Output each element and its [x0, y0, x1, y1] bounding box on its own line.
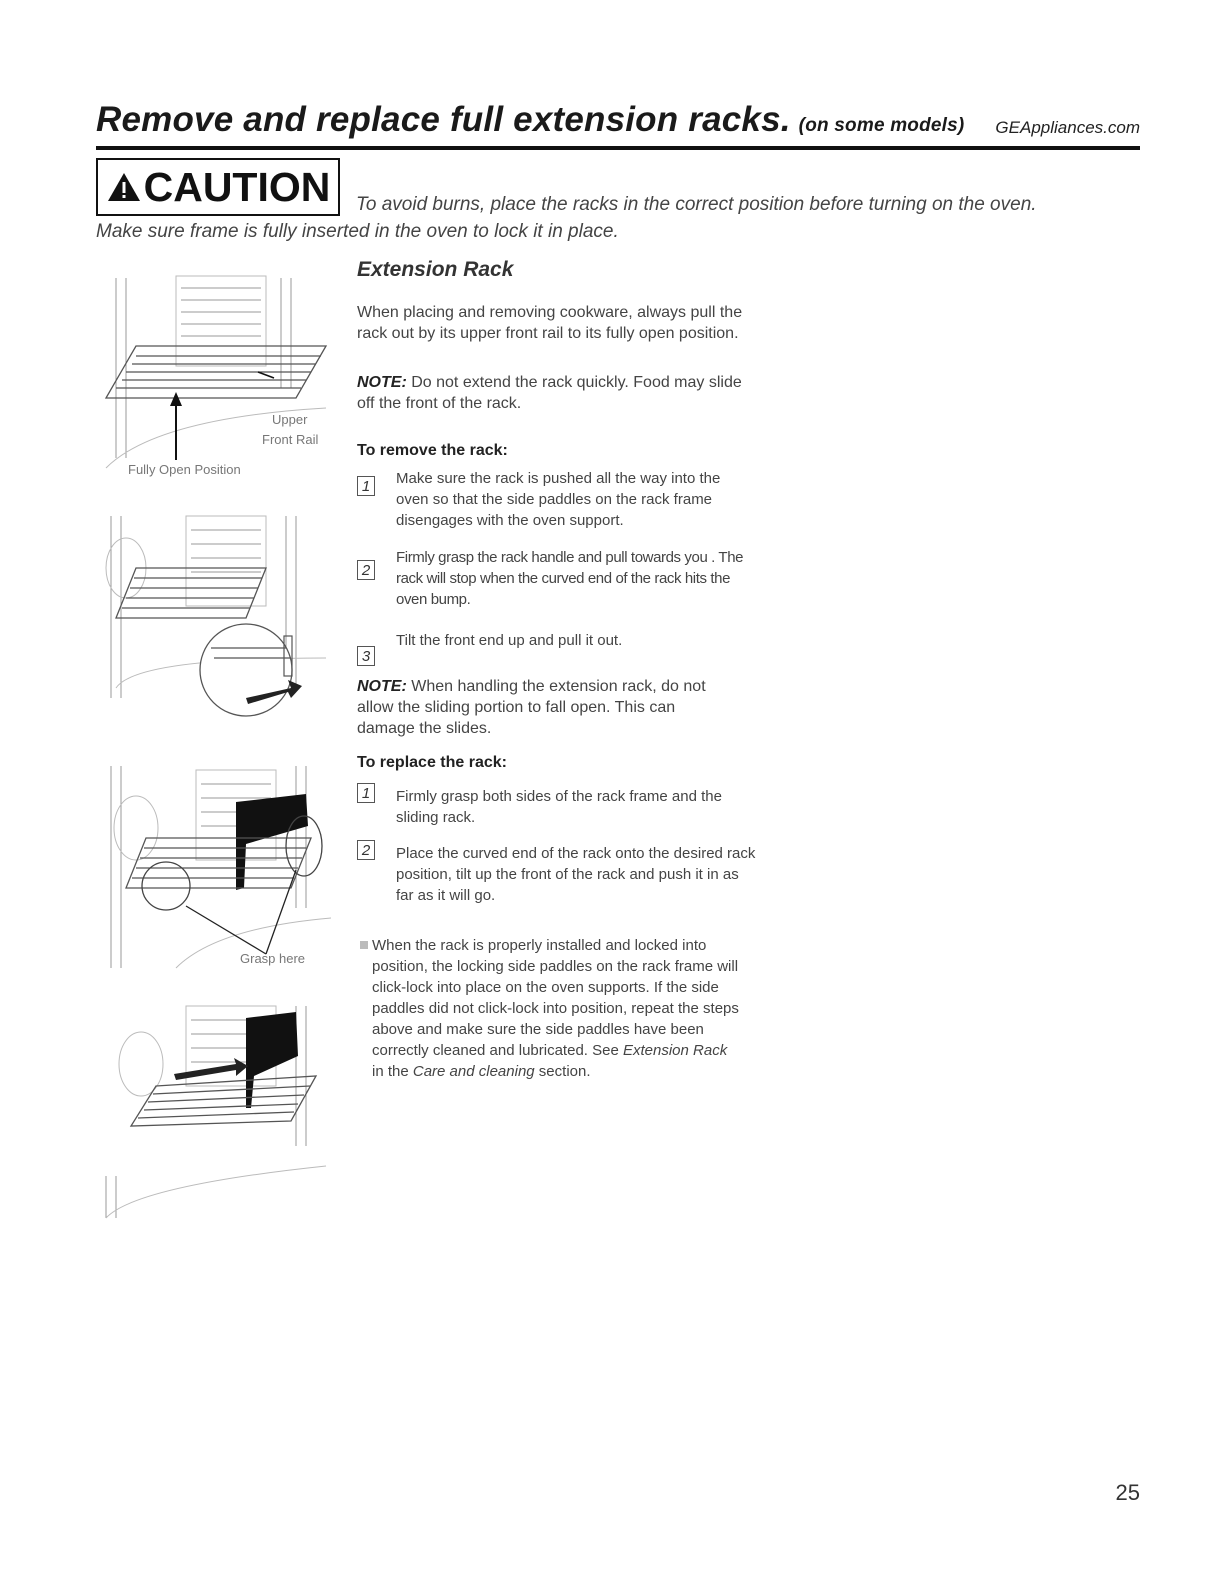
title-subtitle: (on some models)	[798, 115, 965, 136]
caution-text-1: To avoid burns, place the racks in the correct position before turning on the oven.	[356, 194, 1037, 215]
figure-1-label-upper: Upper	[272, 412, 308, 427]
remove-step-1-text: Make sure the rack is pushed all the way into the oven so that the side paddles on the rack frame disengages with the oven support.	[396, 470, 721, 529]
replace-heading: To replace the rack:	[357, 754, 507, 771]
figure-grasp-here	[96, 758, 336, 978]
replace-step-1-text: Firmly grasp both sides of the rack frame and the sliding rack.	[396, 788, 722, 826]
warning-icon	[106, 171, 142, 203]
page-title	[96, 100, 964, 140]
remove-heading: To remove the rack:	[357, 442, 508, 459]
figure-1-label-fully-open: Fully Open Position	[128, 462, 241, 477]
remove-step-3-text: Tilt the front end up and pull it out.	[396, 632, 623, 649]
figure-1-label-front-rail: Front Rail	[262, 432, 319, 447]
bullet-link-care-cleaning: Care and cleaning	[412, 1063, 535, 1080]
bullet-text-1: When the rack is properly installed and locked into position, the locking side paddles on the rack frame will click-lock into place on the oven supports. If the side paddles did not click-lock into position, repeat the steps above and make sure the side paddles have been correctly cleaned and lubricated. See	[372, 937, 739, 1059]
note-2-text: When handling the extension rack, do not allow the sliding portion to fall open. This can damage the slides.	[357, 678, 706, 737]
caution-badge	[96, 158, 340, 216]
intro-paragraph: When placing and removing cookware, always pull the rack out by its upper front rail to its fully open position.	[357, 304, 743, 342]
figure-pull-out	[96, 508, 336, 720]
bullet-marker	[360, 941, 368, 949]
figure-3-label-grasp: Grasp here	[240, 951, 306, 966]
replace-step-2-text: Place the curved end of the rack onto the desired rack position, tilt up the front of the rack and push it in as far as it will go.	[396, 845, 756, 904]
site-url: GEAppliances.com	[995, 118, 1140, 137]
remove-step-1-number: 1	[357, 476, 375, 496]
title-text: Remove and replace full extension racks.	[96, 100, 791, 139]
locking-bullet	[372, 935, 742, 1082]
note-2	[357, 676, 727, 739]
note-1-label: NOTE:	[357, 374, 407, 391]
page-number: 25	[1115, 1480, 1140, 1505]
section-title: Extension Rack	[357, 258, 514, 281]
remove-step-3-number: 3	[357, 646, 375, 666]
replace-step-1-number: 1	[357, 783, 375, 803]
caution-text-2: Make sure frame is fully inserted in the oven to lock it in place.	[96, 221, 619, 242]
figure-fully-open	[96, 268, 336, 480]
remove-step-2-text: Firmly grasp the rack handle and pull towards you . The rack will stop when the curved end of the rack hits the oven bump.	[396, 549, 744, 608]
figure-push-in	[96, 996, 336, 1222]
replace-step-2-number: 2	[357, 840, 375, 860]
bullet-link-extension-rack: Extension Rack	[622, 1042, 728, 1059]
header-rule	[96, 146, 1140, 150]
bullet-text-2: in the	[372, 1063, 413, 1080]
remove-step-2-number: 2	[357, 560, 375, 580]
note-2-label: NOTE:	[357, 678, 407, 695]
caution-label: CAUTION	[143, 163, 331, 210]
note-1-text: Do not extend the rack quickly. Food may slide off the front of the rack.	[357, 374, 742, 412]
bullet-text-3: section.	[534, 1063, 591, 1080]
note-1	[357, 372, 747, 414]
